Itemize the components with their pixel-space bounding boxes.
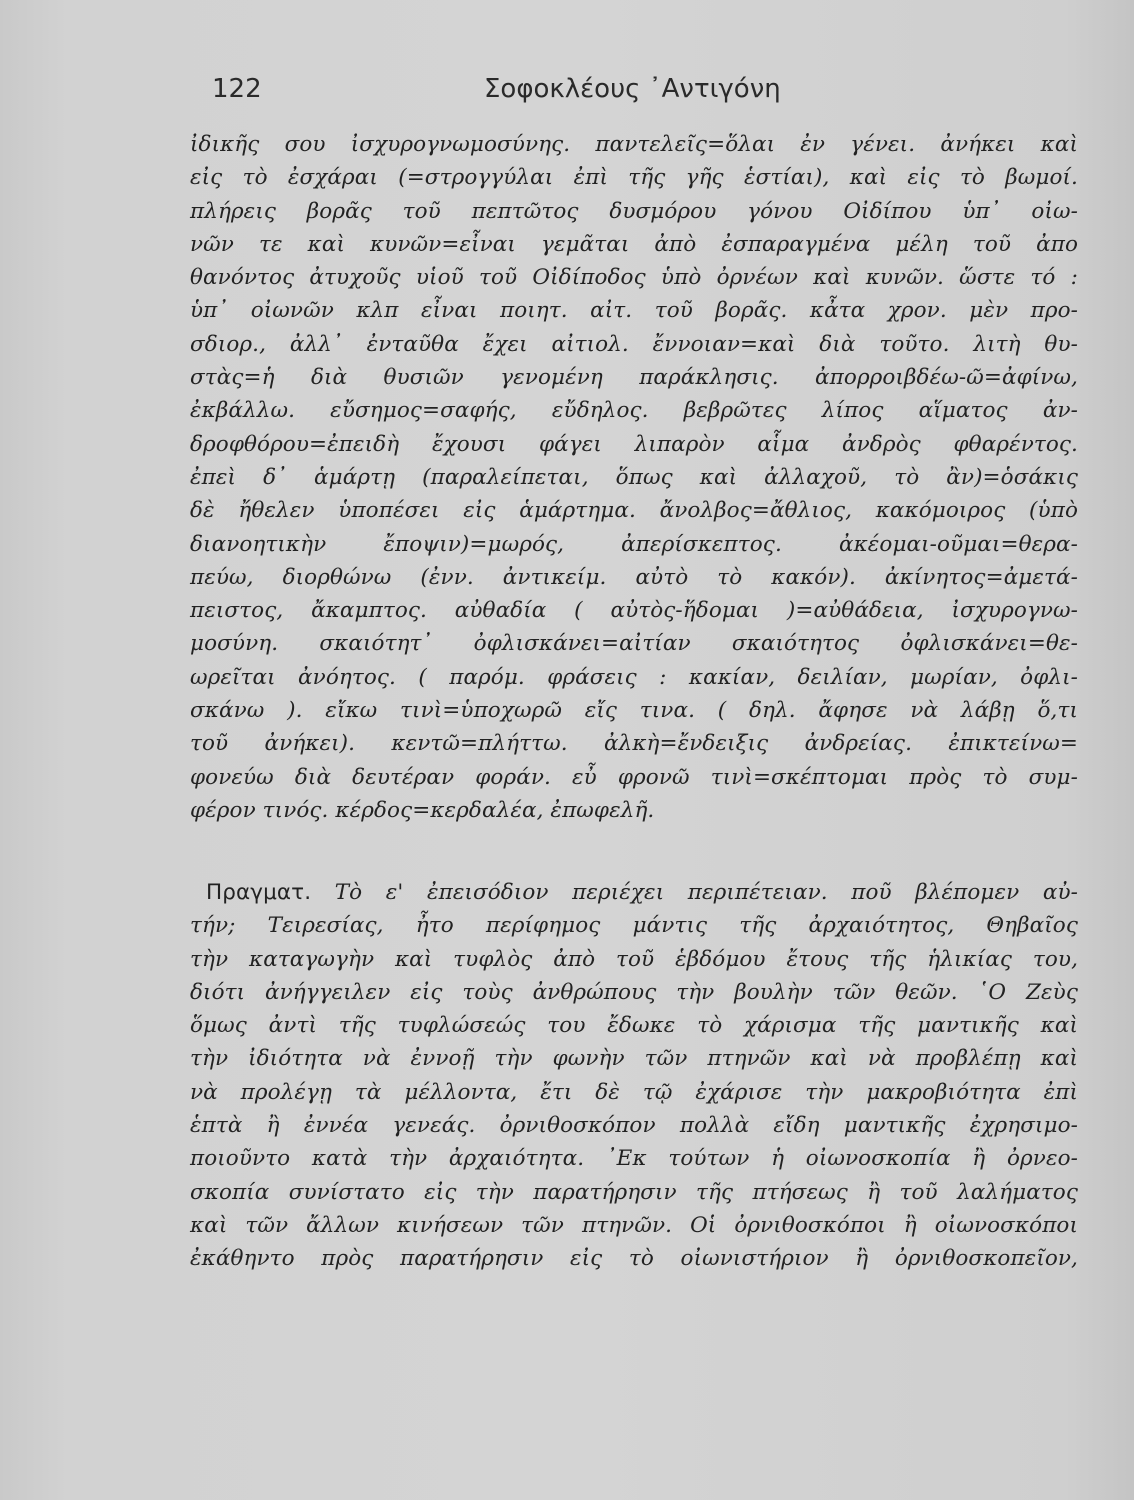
text-line: ἰδικῆς σου ἰσχυρογνωμοσύνης. παντελεῖς=ὅλαι ἐν γένει. ἀνήκει καὶ <box>190 132 1078 157</box>
text-line: σκάνω ). εἴκω τινὶ=ὑποχωρῶ εἴς τινα. ( δηλ. ἄφησε νὰ λάβῃ ὅ,τι <box>190 698 1078 724</box>
text-line: καὶ τῶν ἄλλων κινήσεων τῶν πτηνῶν. Οἱ ὀρνιθοσκόποι ἢ οἰωνοσκόποι <box>190 1212 1078 1238</box>
commentary-label: Πραγματ. <box>206 880 312 905</box>
text-line: διανοητικὴν ἔποψιν)=μωρός, ἀπερίσκεπτος. ἀκέομαι-οῦμαι=θερα- <box>190 531 1078 557</box>
text-line: θανόντος ἀτυχοῦς υἱοῦ τοῦ Οἰδίποδος ὑπὸ ὀρνέων καὶ κυνῶν. ὥστε τό : <box>190 265 1078 291</box>
text-line: πεύω, διορθώνω (ἐνν. ἀντικείμ. αὐτὸ τὸ κακόν). ἀκίνητος=ἀμετά- <box>190 564 1078 590</box>
running-title: Σοφοκλέους ᾿Αντιγόνη <box>484 74 781 104</box>
text-line: ἑπτὰ ἢ ἐννέα γενεάς. ὀρνιθοσκόπον πολλὰ εἴδη μαντικῆς ἐχρησιμο- <box>190 1113 1078 1139</box>
page-number: 122 <box>212 74 262 104</box>
text-line: νῶν τε καὶ κυνῶν=εἶναι γεμᾶται ἀπὸ ἐσπαραγμένα μέλη τοῦ ἀπο <box>190 231 1078 257</box>
text-line: ἐπεὶ δ᾿ ἁμάρτῃ (παραλείπεται, ὅπως καὶ ἀλλαχοῦ, τὸ ἂν)=ὁσάκις <box>190 464 1078 490</box>
text-line: ωρεῖται ἀνόητος. ( παρόμ. φράσεις : κακίαν, δειλίαν, μωρίαν, ὀφλι- <box>190 664 1078 690</box>
text-line: τήν; Τειρεσίας, ἦτο περίφημος μάντις τῆς ἀρχαιότητος, Θηβαῖος <box>190 913 1078 939</box>
text-line: φέρον τινός. κέρδος=κερδαλέα, ἐπωφελῆ. <box>190 797 655 823</box>
text-line: νὰ προλέγῃ τὰ μέλλοντα, ἔτι δὲ τῷ ἐχάρισε τὴν μακροβιότητα ἐπὶ <box>190 1079 1078 1105</box>
text-line: σδιορ., ἀλλ᾿ ἐνταῦθα ἔχει αἰτιολ. ἔννοιαν=καὶ διὰ τοῦτο. λιτὴ θυ- <box>190 331 1078 357</box>
text-line: διότι ἀνήγγειλεν εἰς τοὺς ἀνθρώπους τὴν βουλὴν τῶν θεῶν. ῾Ο Ζεὺς <box>190 979 1078 1005</box>
text-line: εἰς τὸ ἐσχάραι (=στρογγύλαι ἐπὶ τῆς γῆς ἑστίαι), καὶ εἰς τὸ βωμοί. <box>190 165 1078 191</box>
text-line: τοῦ ἀνήκει). κεντῶ=πλήττω. ἀλκὴ=ἔνδειξις ἀνδρείας. ἐπικτείνω= <box>190 731 1078 757</box>
text-line: σκοπία συνίστατο εἰς τὴν παρατήρησιν τῆς πτήσεως ἢ τοῦ λαλήματος <box>190 1179 1078 1205</box>
text-line: μοσύνη. σκαιότητ᾿ ὀφλισκάνει=αἰτίαν σκαιότητος ὀφλισκάνει=θε- <box>190 631 1078 657</box>
text-line: ἐκάθηντο πρὸς παρατήρησιν εἰς τὸ οἰωνιστήριον ἢ ὀρνιθοσκοπεῖον, <box>190 1246 1078 1272</box>
page-header <box>212 74 781 110</box>
text-line: ἐκβάλλω. εὔσημος=σαφής, εὔδηλος. βεβρῶτες λίπος αἵματος ἀν- <box>190 398 1078 424</box>
text-line: τὴν καταγωγὴν καὶ τυφλὸς ἀπὸ τοῦ ἑβδόμου ἔτους τῆς ἡλικίας του, <box>190 946 1078 972</box>
glossary-section <box>190 128 1078 827</box>
text-line: δὲ ἤθελεν ὑποπέσει εἰς ἁμάρτημα. ἄνολβος=ἄθλιος, κακόμοιρος (ὑπὸ <box>190 498 1078 524</box>
text-line: πλήρεις βορᾶς τοῦ πεπτῶτος δυσμόρου γόνου Οἰδίπου ὑπ᾿ οἰω- <box>190 198 1078 224</box>
commentary-first-line <box>190 876 1078 909</box>
text-line: ὑπ᾿ οἰωνῶν κλπ εἶναι ποιητ. αἰτ. τοῦ βορᾶς. κἆτα χρον. μὲν προ- <box>190 298 1078 324</box>
text-fragment: Τὸ ε' ἐπεισόδιον περιέχει περιπέτειαν. ποῦ βλέπομεν αὐ- <box>311 880 1078 905</box>
text-line: ὅμως ἀντὶ τῆς τυφλώσεώς του ἔδωκε τὸ χάρισμα τῆς μαντικῆς καὶ <box>190 1013 1078 1039</box>
text-line: στὰς=ἡ διὰ θυσιῶν γενομένη παράκλησις. ἀπορροιβδέω-ῶ=ἀφίνω, <box>190 365 1078 391</box>
text-line: ποιοῦντο κατὰ τὴν ἀρχαιότητα. ᾿Εκ τούτων ἡ οἰωνοσκοπία ἢ ὀρνεο- <box>190 1146 1078 1172</box>
commentary-section <box>190 876 1078 1276</box>
text-line: φονεύω διὰ δευτέραν φοράν. εὖ φρονῶ τινὶ=σκέπτομαι πρὸς τὸ συμ- <box>190 764 1078 790</box>
text-line: δροφθόρου=ἐπειδὴ ἔχουσι φάγει λιπαρὸν αἷμα ἀνδρὸς φθαρέντος. <box>190 431 1078 457</box>
text-line: τὴν ἰδιότητα νὰ ἐννοῇ τὴν φωνὴν τῶν πτηνῶν καὶ νὰ προβλέπῃ καὶ <box>190 1046 1078 1072</box>
text-line: πειστος, ἄκαμπτος. αὐθαδία ( αὐτὸς-ἥδομαι )=αὐθάδεια, ἰσχυρογνω- <box>190 598 1078 624</box>
